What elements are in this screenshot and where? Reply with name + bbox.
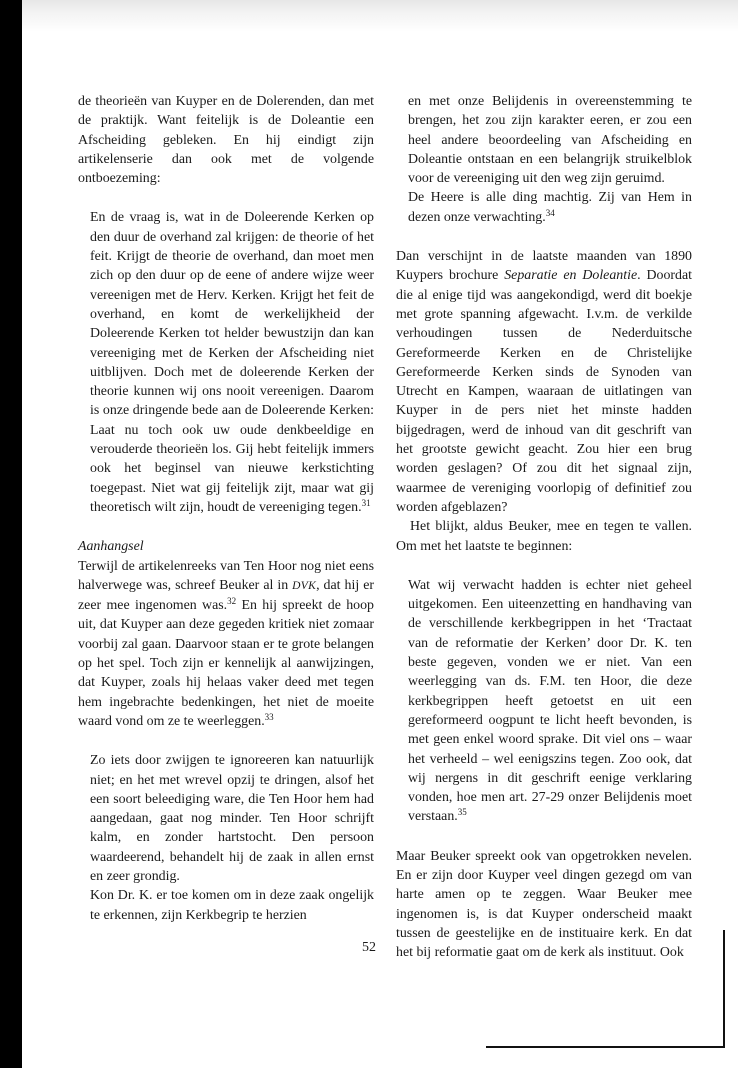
body-paragraph: Maar Beuker spreekt ook van opgetrokken nevelen. En er zijn door Kuyper veel dingen gezegd om van harte amen op te zeggen. Waar Beuker mee ingenomen is, is dat Kuyper onderscheid maakt tussen de geestelijke en de instituaire kerk. En dat het bij reformatie gaat om de kerk als instituut. Ook	[396, 848, 692, 961]
quote-text: De Heere is alle ding machtig. Zij van Hem in dezen onze verwachting.$^{34}$	[408, 190, 692, 225]
aanhangsel-paragraph: Terwijl de artikelenreeks van Ten Hoor nog niet eens halverwege was, schreef Beuker al in DVK, dat hij er zeer mee ingenomen was.$^{32}$ En hij spreekt de hoop uit, dat Kuyper aan deze gegeden kritiek niet zomaar voorbij zal gaan. Daarvoor staan er te grote belangen op het spel. Toch zijn er kennelijk al aanwijzingen, dat Kuyper, zoals hij helaas vaker deed met tegen hem ingebrachte bedenkingen, het niet de moeite waard vond om ze te weerleggen.$^{33}$	[78, 558, 374, 729]
block-quote-3	[408, 576, 692, 827]
quote-text: en met onze Belijdenis in overeenstemming te brengen, het zou zijn karakter eeren, er zou een heel andere beoordeeling van Afscheiding en Doleantie ontstaan en een belangrijk struikelblok voor de vereeniging uit den weg zijn geruimd.	[408, 94, 692, 187]
scan-left-edge	[0, 0, 22, 1068]
footnote-ref[interactable]: 34	[545, 207, 555, 218]
block-quote-continued	[408, 92, 692, 227]
section-heading: Aanhangsel	[78, 539, 144, 555]
body-paragraph: Het blijkt, aldus Beuker, mee en tegen te vallen. Om met het laatste te beginnen:	[396, 519, 692, 554]
right-column	[396, 92, 692, 962]
abbreviation: DVK	[292, 579, 317, 592]
quote-text: Wat wij verwacht hadden is echter niet geheel uitgekomen. Een uiteenzetting en handhaving van de verschillende kerkbegrippen in het ‘Tractaat van de reformatie der Kerken’ door Dr. K. ten beste gegeven, vonden we er niet. Van een weerlegging van ds. F.M. ten Hoor, die deze kerkbegrippen heeft getoetst en uit een gereformeerd oogpunt te licht heeft bevonden, is met geen enkel woord sprake. Dit viel ons – waar het verheeld – wel eenigszins tegen. Zoo ook, dat wij nergens in dit geschrift eenige verklaring vonden, hoe men art. 27-29 onzer Belijdenis moet verstaan.$^{35}$	[408, 577, 692, 825]
quote-text: En de vraag is, wat in de Doleerende Kerken op den duur de overhand zal krijgen: de theorie of het feit. Krijgt de theorie de overhand, dan moet men zich op den duur op de eene of andere wijze weer vereenigen met de Herv. Kerken. Krijgt het feit de overhand, en komt de werkelijkheid der Doleerende Kerken tot helder bewustzijn dan kan vereeniging met de Kerken der Afscheiding niet uitblijven. Doch met de doleerende Kerken der theorie kunnen wij ons nooit vereenigen. Daarom is onze dringende bede aan de Doleerende Kerken: Laat nu toch ook uw oude denkbeeldige en verouderde theorieën los. Gij hebt feitelijk immers ook het beginsel van nieuwe kerkstichting toegepast. Niet wat gij feitelijk zijt, maar wat gij theoretisch wilt zijn, houdt de vereeniging tegen.$^{31}$	[90, 210, 374, 515]
left-column	[78, 92, 374, 925]
scan-top-shadow	[22, 0, 738, 32]
book-title: Separatie en Doleantie	[504, 268, 638, 284]
body-paragraph: Dan verschijnt in de laatste maanden van 1890 Kuypers brochure Separatie en Doleantie. Doordat die al enige tijd was aangekondigd, werd dit boekje met grote spanning afgewacht. I.v.m. de verkilde verhoudingen tussen de Nederduitsche Gereformeerde Kerken en de Christelijke Gereformeerde Kerken sinds de Synoden van Utrecht en Kampen, waaraan de uitlatingen van Kuyper in de pers niet het minste hadden bijgedragen, werd de inhoud van dit geschrift van het grootste gewicht geacht. Zou hier een brug worden geslagen? Of zou dit het signaal zijn, waarmee de vereniging voorlopig of definitief zou worden afgeblazen?	[396, 249, 693, 515]
footnote-ref[interactable]: 32	[227, 596, 237, 607]
page-number: 52	[362, 940, 376, 955]
scan-bottom-border	[486, 1046, 725, 1048]
footnote-ref[interactable]: 35	[457, 807, 467, 818]
footnote-ref[interactable]: 33	[264, 711, 274, 722]
block-quote-1	[90, 208, 374, 517]
quote-text: Kon Dr. K. er toe komen om in deze zaak ongelijk te erkennen, zijn Kerkbegrip te herzien	[90, 888, 374, 923]
footnote-ref[interactable]: 31	[361, 497, 371, 508]
quote-text: Zo iets door zwijgen te ignoreeren kan natuurlijk niet; en het met wrevel opzij te dringen, alsof het een soort beleediging ware, die Ten Hoor hem had aangedaan, gaat nog minder. Ten Hoor schrijft kalm, en zonder hartstocht. Den persoon waardeerend, behandelt hij de zaak in allen ernst en zeer grondig.	[90, 753, 374, 884]
block-quote-2	[90, 751, 374, 925]
intro-paragraph: de theorieën van Kuyper en de Dolerenden, dan met de praktijk. Want feitelijk is de Doleantie een Afscheiding gebleken. En hij eindigt zijn artikelenserie dan ook met de volgende ontboezeming:	[78, 94, 374, 187]
